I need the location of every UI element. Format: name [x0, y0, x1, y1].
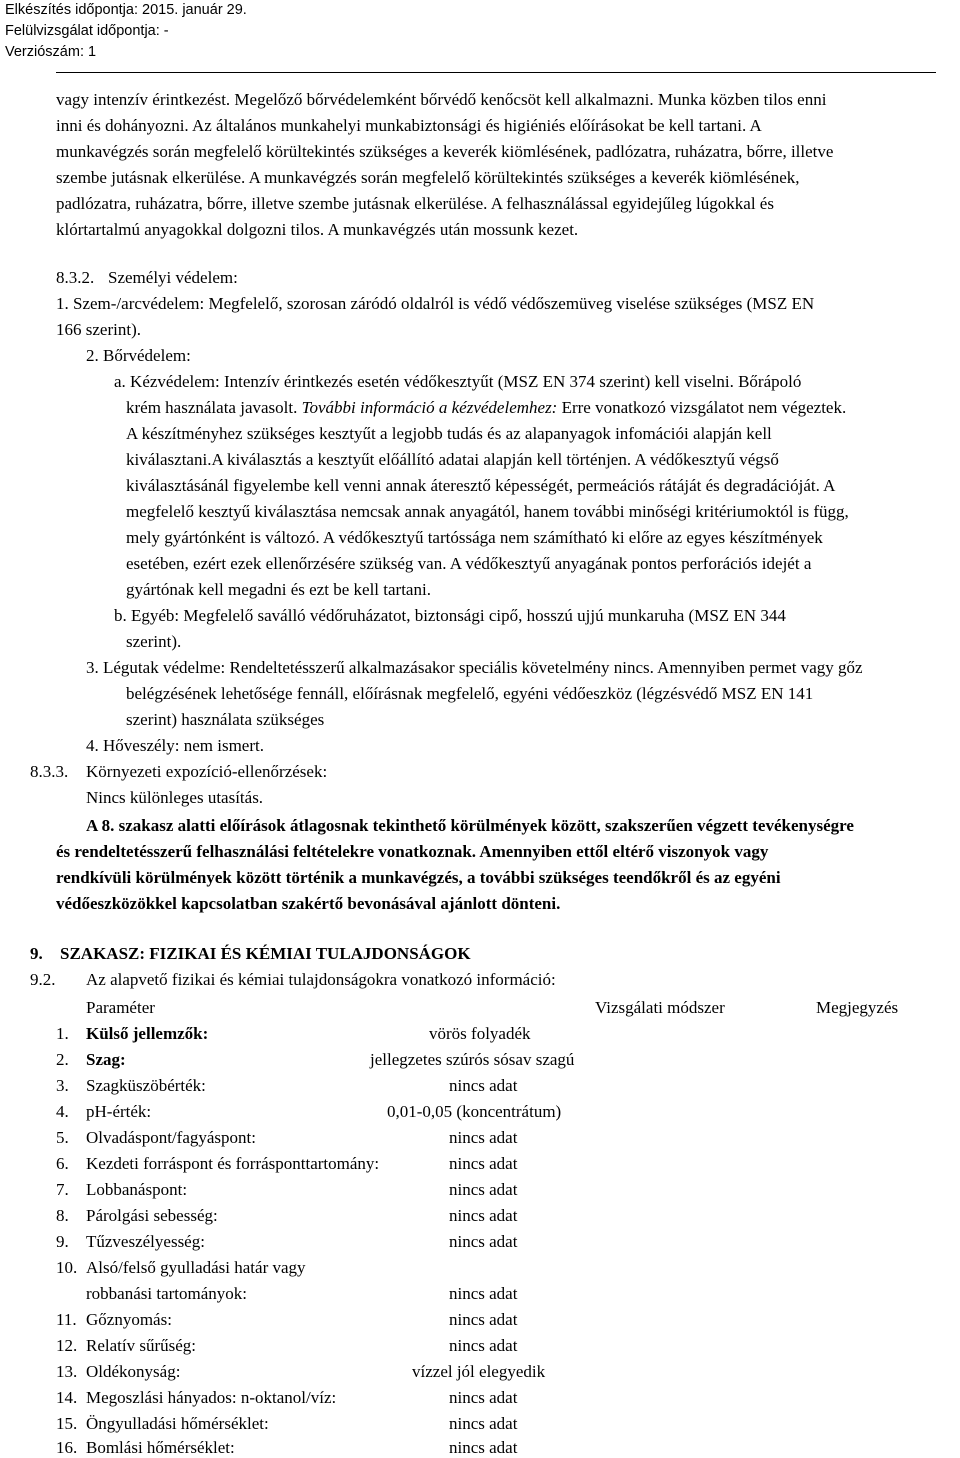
property-value: vörös folyadék	[429, 1024, 531, 1043]
property-value: vízzel jól elegyedik	[412, 1362, 546, 1381]
property-number: 5.	[56, 1128, 69, 1147]
property-value: nincs adat	[449, 1076, 518, 1095]
property-value: nincs adat	[449, 1438, 518, 1457]
hand-protection-line: gyártónak kell megadni és ezt be kell tartani.	[126, 580, 431, 599]
property-number: 15.	[56, 1414, 78, 1433]
section-title: Környezeti expozíció-ellenőrzések:	[86, 762, 328, 781]
property-number: 16.	[56, 1438, 78, 1457]
property-label: Tűzveszélyesség:	[86, 1232, 205, 1251]
property-label: Bomlási hőmérséklet:	[86, 1438, 235, 1457]
intro-line: munkavégzés során megfelelő körültekintés szükséges a keverék kiömlésének, padlózatra, ruházatra, bőrre, illetve	[56, 142, 834, 161]
intro-line: inni és dohányozni. Az általános munkahelyi munkabiztonsági és higiéniés előírásokat be kell tartani. A	[56, 116, 762, 135]
italic-note: További információ a kézvédelemhez:	[301, 398, 558, 417]
intro-line: vagy intenzív érintkezést. Megelőző bőrvédelemként bőrvédő kenőcsöt kell alkalmazni. Munka közben tilos enni	[56, 90, 827, 109]
property-value: nincs adat	[449, 1414, 518, 1433]
property-value: nincs adat	[449, 1284, 518, 1303]
bold-paragraph-line: védőeszközökkel kapcsolatban szakértő bevonásával ajánlott dönteni.	[56, 894, 561, 913]
column-header-method: Vizsgálati módszer	[595, 998, 725, 1017]
property-value: nincs adat	[449, 1388, 518, 1407]
section-heading: SZAKASZ: FIZIKAI ÉS KÉMIAI TULAJDONSÁGOK	[60, 944, 471, 963]
property-value: nincs adat	[449, 1232, 518, 1251]
property-number: 3.	[56, 1076, 69, 1095]
bold-paragraph-line: A 8. szakasz alatti előírások átlagosnak tekinthető körülmények között, szakszerűen végzett tevékenységre	[86, 816, 854, 835]
respiratory-protection-line: szerint) használata szükséges	[126, 710, 325, 729]
created-date: Elkészítés időpontja: 2015. január 29.	[5, 2, 247, 18]
eye-protection-line: 166 szerint).	[56, 320, 141, 339]
property-value: nincs adat	[449, 1128, 518, 1147]
section-number: 8.3.3.	[30, 762, 69, 781]
property-label: Kezdeti forráspont és forrásponttartomány:	[86, 1154, 380, 1173]
header-divider	[56, 72, 936, 73]
property-number: 1.	[56, 1024, 69, 1043]
property-value: nincs adat	[449, 1180, 518, 1199]
property-value: nincs adat	[449, 1310, 518, 1329]
column-header-note: Megjegyzés	[816, 998, 899, 1017]
bold-paragraph-line: rendkívüli körülmények között történik a munkavégzés, a további szükséges teendőkről és az egyéni	[56, 868, 781, 887]
other-protection-line: szerint).	[126, 632, 182, 651]
property-value: nincs adat	[449, 1206, 518, 1225]
column-header-parameter: Paraméter	[86, 998, 155, 1017]
other-protection-line: b. Egyéb: Megfelelő saválló védőruházatot, biztonsági cipő, hosszú ujjú munkaruha (MSZ EN 344	[114, 606, 786, 625]
section-number: 9.	[30, 944, 43, 963]
revision-date: Felülvizsgálat időpontja: -	[5, 23, 169, 39]
respiratory-protection-line: 3. Légutak védelme: Rendeltetésszerű alkalmazásakor speciális követelmény nincs. Amennyiben permet vagy gőz	[86, 658, 863, 677]
intro-line: padlózatra, ruházatra, bőrre, illetve szembe jutásnak elkerülése. A felhasználással egyidejűleg lúgokkal és	[56, 194, 774, 213]
property-number: 11.	[56, 1310, 77, 1329]
property-number: 14.	[56, 1388, 78, 1407]
property-value: nincs adat	[449, 1154, 518, 1173]
property-label-continued: robbanási tartományok:	[86, 1284, 247, 1303]
skin-protection-heading: 2. Bőrvédelem:	[86, 346, 191, 365]
respiratory-protection-line: belégzésének lehetősége fennáll, előírásnak megfelelő, egyéni védőeszköz (légzésvédő MSZ EN 141	[126, 684, 814, 703]
property-label: Külső jellemzők:	[86, 1024, 209, 1043]
eye-protection-line: 1. Szem-/arcvédelem: Megfelelő, szorosan záródó oldalról is védő védőszemüveg viselése szükséges (MSZ EN	[56, 294, 815, 313]
property-label: Lobbanáspont:	[86, 1180, 188, 1199]
property-number: 9.	[56, 1232, 69, 1251]
property-label: Relatív sűrűség:	[86, 1336, 197, 1355]
hand-protection-line: mely gyártónként is változó. A védőkesztyű tartóssága nem számítható ki előre az egyes készítmények	[126, 528, 823, 547]
version-number: Verziószám: 1	[5, 44, 97, 60]
thermal-hazard-line: 4. Hőveszély: nem ismert.	[86, 736, 264, 755]
property-number: 12.	[56, 1336, 78, 1355]
document-header	[0, 0, 960, 68]
property-label: Alsó/felső gyulladási határ vagy	[86, 1258, 306, 1277]
section-title: Személyi védelem:	[108, 268, 238, 287]
property-number: 13.	[56, 1362, 78, 1381]
section-number: 9.2.	[30, 970, 56, 989]
bold-paragraph-line: és rendeltetésszerű felhasználási feltételekre vonatkoznak. Amennyiben ettől eltérő viszonyok vagy	[56, 842, 769, 861]
property-label: Öngyulladási hőmérséklet:	[86, 1414, 269, 1433]
property-number: 4.	[56, 1102, 69, 1121]
property-value: jellegzetes szúrós sósav szagú	[370, 1050, 575, 1069]
property-label: pH-érték:	[86, 1102, 152, 1121]
hand-protection-line: esetében, ezért ezek ellenőrzésére szükség van. A védőkesztyű anyagának pontos perforációs idejét a	[126, 554, 812, 573]
section-number: 8.3.2.	[56, 268, 95, 287]
property-label: Oldékonyság:	[86, 1362, 181, 1381]
hand-protection-line: kiválasztásánál figyelembe kell venni annak áteresztő képességét, permeációs rátáját és degradációját. A	[126, 476, 836, 495]
hand-protection-line: megfelelő kesztyű kiválasztása nemcsak annak anyagától, hanem további minőségi kritériumoktól is függ,	[126, 502, 849, 521]
property-number: 10.	[56, 1258, 78, 1277]
property-number: 6.	[56, 1154, 69, 1173]
property-label: Szag:	[86, 1050, 126, 1069]
property-value: nincs adat	[449, 1336, 518, 1355]
property-label: Megoszlási hányados: n-oktanol/víz:	[86, 1388, 337, 1407]
hand-protection-line: kiválasztani.A kiválasztás a kesztyűt előállító adatai alapján kell történjen. A védőkesztyű végső	[126, 450, 779, 469]
property-number: 7.	[56, 1180, 69, 1199]
hand-protection-line: a. Kézvédelem: Intenzív érintkezés esetén védőkesztyűt (MSZ EN 374 szerint) kell viselni. Bőrápoló	[114, 372, 802, 391]
property-label: Gőznyomás:	[86, 1310, 172, 1329]
property-label: Olvadáspont/fagyáspont:	[86, 1128, 256, 1147]
property-label: Párolgási sebesség:	[86, 1206, 218, 1225]
hand-protection-line: A készítményhez szükséges kesztyűt a legjobb tudás és az alapanyagok infomációi alapján kell	[126, 424, 772, 443]
property-number: 2.	[56, 1050, 69, 1069]
hand-protection-line: krém használata javasolt. További információ a kézvédelemhez: Erre vonatkozó vizsgálatot nem végeztek.	[126, 398, 847, 417]
intro-line: klórtartalmú anyagokkal dolgozni tilos. A munkavégzés után mossunk kezet.	[56, 220, 579, 239]
property-value: 0,01-0,05 (koncentrátum)	[387, 1102, 562, 1121]
section-text: Nincs különleges utasítás.	[86, 788, 264, 807]
section-title: Az alapvető fizikai és kémiai tulajdonságokra vonatkozó információ:	[86, 970, 556, 989]
property-label: Szagküszöbérték:	[86, 1076, 206, 1095]
property-number: 8.	[56, 1206, 69, 1225]
intro-line: szembe jutásnak elkerülése. A munkavégzés során megfelelő körültekintés szükséges a keverék kiömlésének,	[56, 168, 800, 187]
